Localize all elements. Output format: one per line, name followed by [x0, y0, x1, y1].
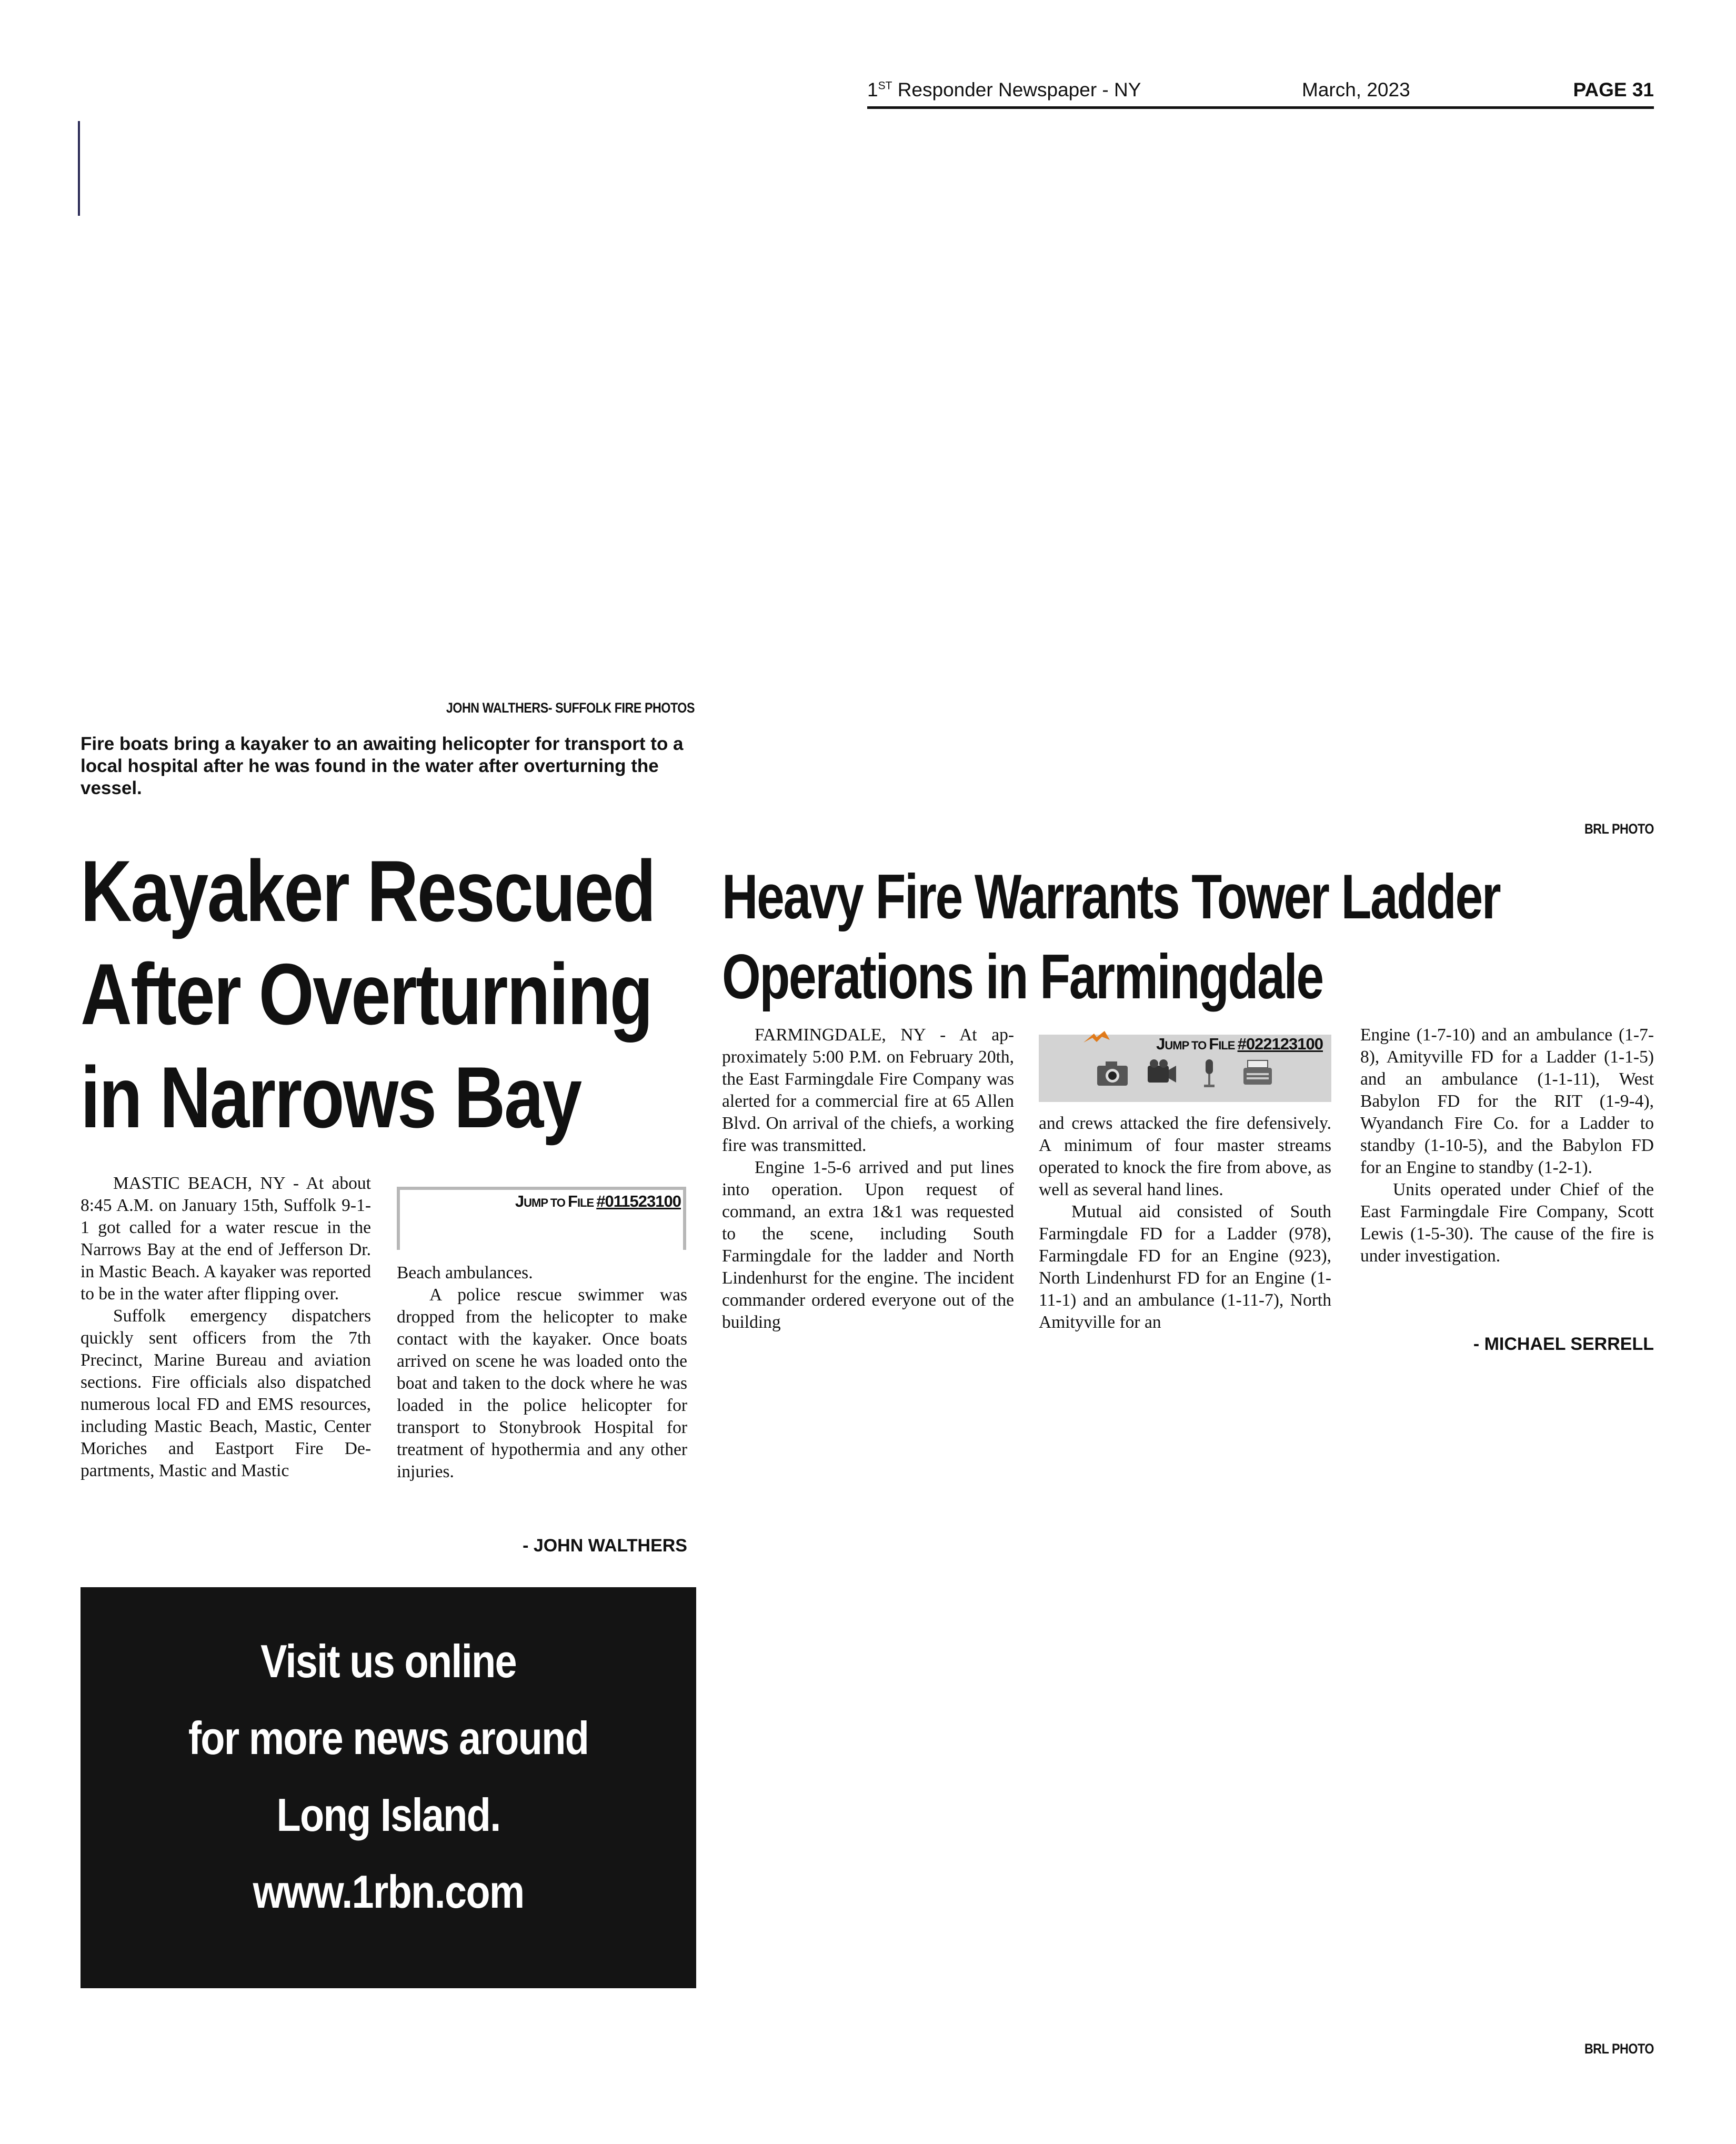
story2-column-2 [1039, 1113, 1331, 1334]
issue-date: March, 2023 [1302, 79, 1410, 101]
website-ad[interactable] [81, 1587, 696, 1988]
headline-farmingdale [722, 857, 1553, 1017]
paragraph: and crews attacked the fire defensively. A minimum of four master streams operated to knock the fire from above, as well as several hand lines. [1039, 1114, 1331, 1199]
paragraph: Units operated under Chief of the East Farmingdale Fire Company, Scott Lewis (1-5-30). The cause of the fire is under investigation. [1360, 1180, 1654, 1266]
jump-to-file-box[interactable] [1039, 1035, 1331, 1102]
flame-icon [1081, 1029, 1112, 1045]
paragraph: MASTIC BEACH, NY - At about 8:45 A.M. on January 15th, Suffolk 9-1-1 got called for a water rescue in the Narrows Bay at the end of Jefferson Dr. in Mastic Beach. A kayaker was reported to be in the water after flipping over. [81, 1174, 371, 1304]
headline-line: Kayaker Rescued [81, 843, 655, 939]
story1-column-1 [81, 1173, 371, 1482]
story2-column-1 [722, 1024, 1014, 1334]
headline-line: Heavy Fire Warrants Tower Ladder [722, 861, 1500, 932]
paragraph: Beach ambulances. [397, 1263, 533, 1283]
paragraph: FARMINGDALE, NY - At approximately 5:00 P.M. on February 20th, the East Farmingdale Fire Company was alerted for a commercial fire at 65 Allen Blvd. On arrival of the chiefs, a working fire was transmitted. [722, 1025, 1014, 1155]
ad-line: Visit us online [260, 1635, 516, 1687]
paragraph: Mutual aid consisted of South Farmingdale FD for a Ladder (978), Farmingdale FD for an Engine (923), North Lindenhurst FD for an Engine (1-11-1) and an ambulance (1-11-7), North Amityville for an [1039, 1202, 1331, 1332]
byline: - MICHAEL SERRELL [1473, 1334, 1654, 1354]
ad-website-link[interactable]: www.1rbn.com [253, 1866, 524, 1918]
byline: - JOHN WALTHERS [523, 1536, 687, 1556]
photo-credit: BRL PHOTO [1584, 821, 1654, 837]
paragraph: Engine 1-5-6 arrived and put lines into operation. Upon request of command, an extra 1&1 was requested to the scene, including South Farmingdale for the ladder and North Lindenhurst for the engine. The incident commander ordered everyone out of the building [722, 1158, 1014, 1332]
microphone-icon [1191, 1055, 1228, 1091]
newspaper-name: 1ST Responder Newspaper - NY [867, 79, 1141, 101]
ad-line: Long Island. [276, 1789, 500, 1841]
photo-credit: JOHN WALTHERS- SUFFOLK FIRE PHOTOS [446, 700, 695, 716]
headline-line: in Narrows Bay [81, 1049, 581, 1146]
headline-kayaker [81, 839, 685, 1149]
photo-credit: BRL PHOTO [1584, 2041, 1654, 2057]
story2-column-3 [1360, 1024, 1654, 1267]
photo-caption: Fire boats bring a kayaker to an awaiting helicopter for transport to a local hospital after he was found in the water after overturning the vessel. [81, 734, 684, 798]
ad-line: for more news around [188, 1712, 589, 1764]
jump-to-file-label[interactable]: JUMP TO FILE #022123100 [1156, 1035, 1323, 1053]
page-number: PAGE 31 [1573, 79, 1654, 101]
margin-rule [78, 121, 80, 216]
jump-to-file-box[interactable] [397, 1187, 686, 1250]
paragraph: Suffolk emergency dispatchers quickly sent officers from the 7th Precinct, Marine Bureau and aviation sections. Fire officials also dispatched numerous local FD and EMS resources, including Mastic Beach, Mastic, Center Moriches and Eastport Fire Departments, Mastic and Mastic [81, 1306, 371, 1480]
media-icon-row [1039, 1055, 1331, 1091]
camera-icon [1094, 1055, 1131, 1091]
jump-file-number[interactable]: #022123100 [1237, 1035, 1323, 1053]
headline-line: Operations in Farmingdale [722, 941, 1323, 1012]
paragraph: A police rescue swimmer was dropped from the helicopter to make contact with the kayaker. Once boats arrived on scene he was loaded onto the boat and taken to the dock where he was loaded in the police helicopter for transport to Stonybrook Hospital for treatment of hypothermia and any other injuries. [397, 1285, 687, 1481]
page-header [867, 79, 1654, 109]
story1-column-2 [397, 1262, 687, 1483]
typewriter-icon [1239, 1055, 1276, 1091]
paragraph: Engine (1-7-10) and an ambulance (1-7-8), Amityville FD for a Ladder (1-1-5) and an ambulance (1-1-11), West Babylon FD for the RIT (1-9-4), Wyandanch Fire Co. for a Ladder to standby (1-10-5), and the Babylon FD for an Engine to standby (1-2-1). [1360, 1025, 1654, 1177]
video-camera-icon [1142, 1055, 1179, 1091]
headline-line: After Overturning [81, 946, 652, 1043]
jump-file-number[interactable]: #011523100 [596, 1192, 681, 1210]
jump-to-file-label[interactable]: JUMP TO FILE #011523100 [515, 1192, 681, 1210]
